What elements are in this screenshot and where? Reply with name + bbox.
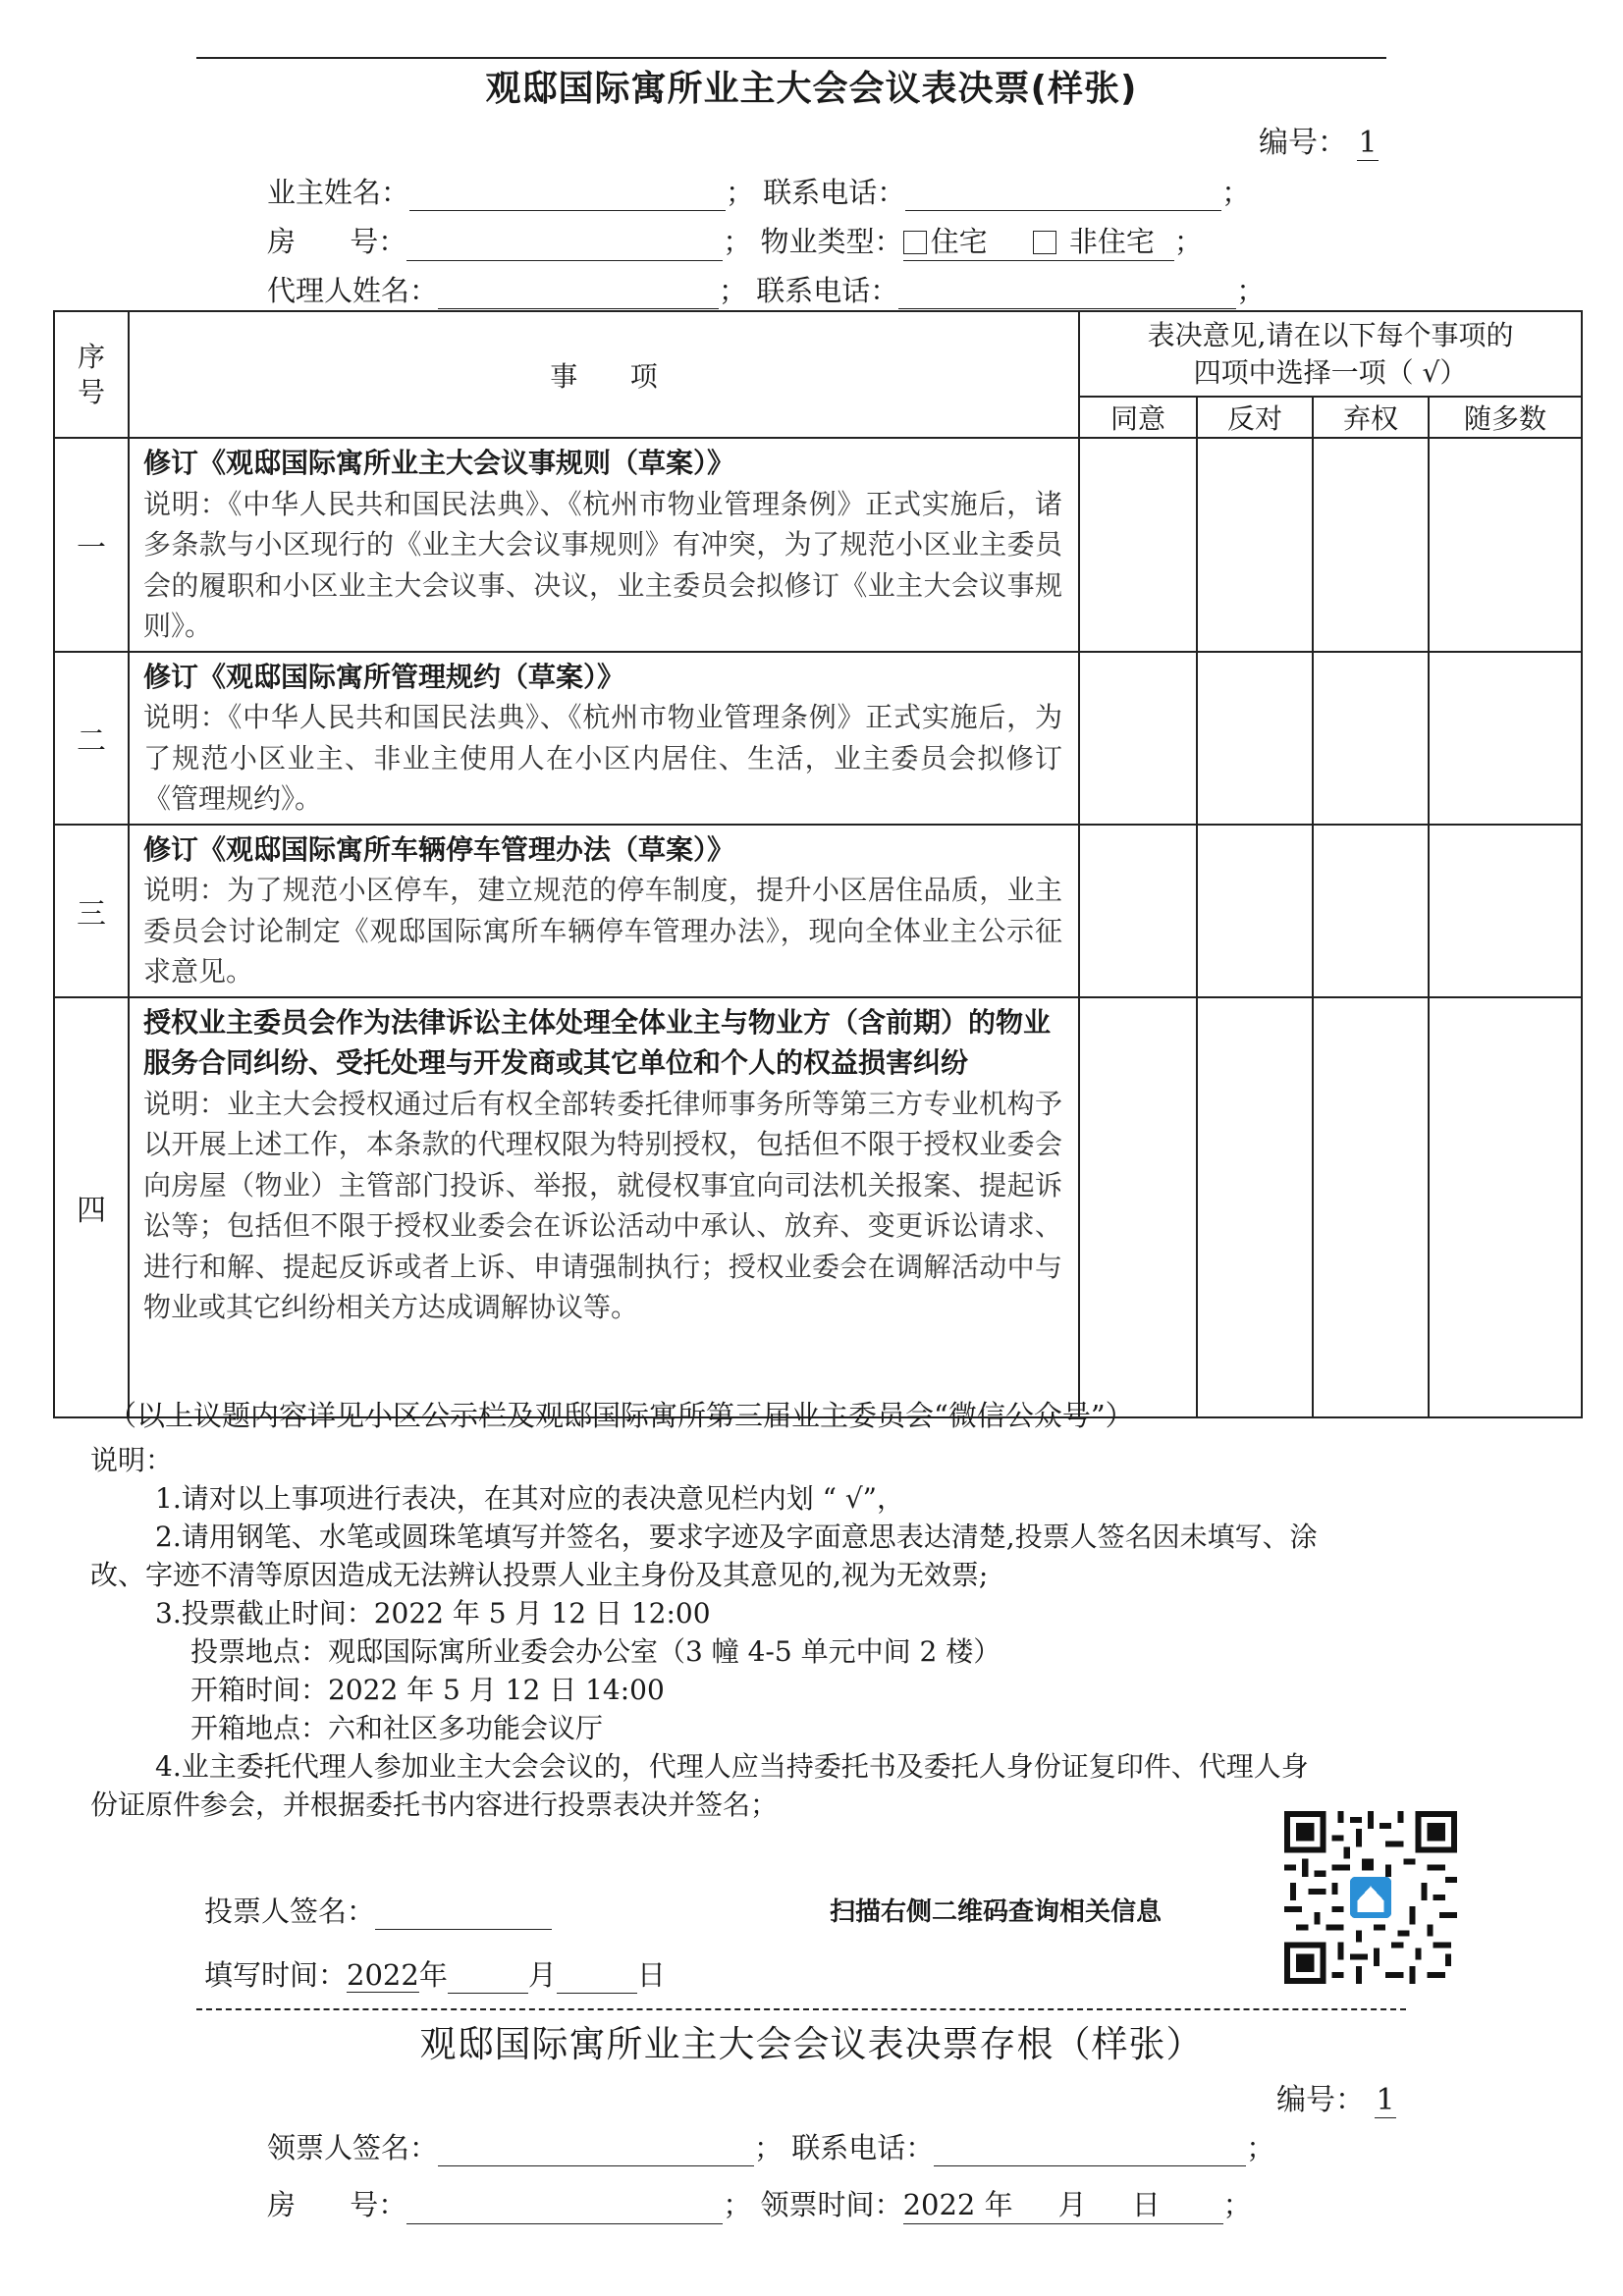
stub-serial-value: 1 [1376,2083,1395,2117]
agent-phone-field[interactable] [898,279,1236,309]
vote-cell-oppose[interactable] [1197,997,1313,1417]
receive-time-value[interactable]: 2022 年 月 日 [903,2183,1223,2224]
note-3: 3.投票截止时间：2022 年 5 月 12 日 12:00 [155,1597,711,1629]
receiver-sign-label: 领票人签名： [267,2131,439,2164]
property-type-label: 物业类型： [760,225,903,258]
note-4b: 份证原件参会，并根据委托书内容进行投票表决并签名； [90,1789,779,1821]
sep: ； [1222,2188,1252,2221]
stub-serial-number [1276,2075,1396,2118]
note-1: 1.请对以上事项进行表决，在其对应的表决意见栏内划 “ √”， [155,1482,904,1515]
vote-cell-abstain[interactable] [1313,438,1429,652]
vote-cell-abstain[interactable] [1313,997,1429,1417]
choice-oppose-header: 反对 [1197,397,1313,438]
fill-year-value[interactable]: 2022 [347,1958,419,1992]
vote-cell-majority[interactable] [1429,438,1582,652]
vote-cell-majority[interactable] [1429,997,1582,1417]
agent-name-label: 代理人姓名： [267,274,439,307]
qr-hint: 扫描右侧二维码查询相关信息 [830,1897,1163,1927]
agent-phone-label: 联系电话： [756,274,899,307]
note-3d: 开箱地点：六和社区多功能会议厅 [190,1712,604,1744]
item-description: 说明：业主大会授权通过后有权全部转委托律师事务所等第三方专业机构予以开展上述工作，本条款的代理权限为特别授权，包括但不限于授权业委会向房屋（物业）主管部门投诉、举报，就侵权事宜向司法机关报案、提起诉讼等；包括但不限于授权业委会在诉讼活动中承认、放弃、变更诉讼请求、进行和解、提起反诉或者上诉、申请强制执行；授权业委会在调解活动中与物业或其它纠纷相关方达成调解协议等。 [143,1087,1062,1323]
row-item [129,438,1079,652]
note-2b: 改、字迹不清等原因造成无法辨认投票人业主身份及其意见的,视为无效票; [90,1559,989,1591]
fill-time-row [204,1953,666,1994]
room-field[interactable] [406,231,723,261]
row-item [129,997,1079,1417]
row-item [129,825,1079,997]
vote-cell-agree[interactable] [1079,652,1197,825]
voter-sign-field[interactable] [375,1899,552,1930]
stub-room-field[interactable] [406,2194,723,2224]
owner-name-label: 业主姓名： [267,176,410,209]
item-description: 说明：《中华人民共和国民法典》、《杭州市物业管理条例》正式实施后，为了规范小区业主、非业主使用人在小区内居住、生活，业主委员会拟修订《管理规约》。 [143,701,1062,815]
qr-code-icon [1284,1811,1457,1984]
opinion-header [1079,311,1582,397]
row-seq: 一 [54,438,129,652]
stub-receiver-row [267,2126,1274,2166]
agent-name-field[interactable] [438,279,719,309]
footnote: （以上议题内容详见小区公示栏及观邸国际寓所第三届业主委员会“微信公众号”） [108,1399,1134,1432]
day-unit: 日 [636,1958,666,1992]
seq-header: 序号 [54,311,129,438]
receive-time-label: 领票时间： [760,2188,903,2221]
sep: ； [723,225,752,258]
vote-cell-majority[interactable] [1429,825,1582,997]
residential-checkbox[interactable] [903,231,927,254]
stub-phone-field[interactable] [934,2136,1246,2166]
choice-agree-header: 同意 [1079,397,1197,438]
sep: ； [1173,225,1203,258]
item-title: 授权业主委员会作为法律诉讼主体处理全体业主与物业方（含前期）的物业服务合同纠纷、受托处理与开发商或其它单位和个人的权益损害纠纷 [143,1005,1052,1079]
choice-abstain-header: 弃权 [1313,397,1429,438]
stub-title: 观邸国际寓所业主大会会议表决票存根（样张） [419,2023,1204,2065]
note-3b: 投票地点：观邸国际寓所业委会办公室（3 幢 4-5 单元中间 2 楼） [190,1635,1001,1668]
vote-cell-agree[interactable] [1079,438,1197,652]
note-4a: 4.业主委托代理人参加业主大会会议的，代理人应当持委托书及委托人身份证复印件、代理人身 [155,1750,1309,1783]
sep: ； [719,274,748,307]
voter-sign-label: 投票人签名： [204,1895,376,1928]
serial-number [1259,118,1379,161]
vote-cell-abstain[interactable] [1313,652,1429,825]
nonresidential-checkbox[interactable] [1033,231,1056,254]
vote-cell-agree[interactable] [1079,997,1197,1417]
table-row [54,997,1582,1417]
table-row [54,652,1582,825]
serial-value: 1 [1358,126,1378,160]
row-seq: 二 [54,652,129,825]
stub-serial-label: 编号： [1276,2083,1365,2117]
stub-cut-line [196,2008,1406,2010]
receiver-sign-field[interactable] [438,2136,754,2166]
item-title: 修订《观邸国际寓所业主大会议事规则（草案）》 [143,447,735,479]
opinion-header-line1: 表决意见,请在以下每个事项的 [1147,318,1514,351]
month-unit: 月 [527,1958,557,1992]
item-description: 说明：为了规范小区停车，建立规范的停车制度，提升小区居住品质，业主委员会讨论制定《观邸国际寓所车辆停车管理办法》，现向全体业主公示征求意见。 [143,874,1062,988]
room-row [267,220,1203,261]
choice-follow-majority-header: 随多数 [1429,397,1582,438]
agent-row [267,269,1265,309]
row-seq: 四 [54,997,129,1417]
notes-label: 说明： [90,1444,174,1476]
owner-name-field[interactable] [409,181,726,211]
note-2a: 2.请用钢笔、水笔或圆珠笔填写并签名，要求字迹及字面意思表达清楚,投票人签名因未填写、涂 [155,1521,1318,1553]
stub-room-label: 房 号： [267,2188,407,2221]
row-item [129,652,1079,825]
owner-phone-label: 联系电话： [763,176,906,209]
year-unit: 年 [418,1958,448,1992]
sep: ； [754,2131,784,2164]
voter-signature-row [204,1890,552,1930]
voting-table [53,310,1583,1418]
sep: ； [1221,176,1251,209]
opinion-header-line2: 四项中选择一项（ √） [1193,355,1468,389]
item-title: 修订《观邸国际寓所车辆停车管理办法（草案）》 [143,832,735,866]
top-rule [196,57,1386,59]
vote-cell-oppose[interactable] [1197,825,1313,997]
vote-cell-oppose[interactable] [1197,652,1313,825]
fill-day-field[interactable] [557,1963,637,1994]
vote-cell-abstain[interactable] [1313,825,1429,997]
item-description: 说明：《中华人民共和国民法典》、《杭州市物业管理条例》正式实施后，诸多条款与小区现行的《业主大会议事规则》有冲突，为了规范小区业主委员会的履职和小区业主大会议事、决议，业主委员会拟修订《业主大会议事规则》。 [143,487,1062,642]
fill-month-field[interactable] [448,1963,528,1994]
residential-label: 住宅 [930,225,988,258]
ballot-title: 观邸国际寓所业主大会会议表决票(样张) [485,69,1138,109]
stub-phone-label: 联系电话： [791,2131,935,2164]
note-3c: 开箱时间：2022 年 5 月 12 日 14:00 [190,1674,665,1706]
item-title: 修订《观邸国际寓所管理规约（草案）》 [143,660,625,693]
serial-label: 编号： [1259,126,1347,160]
fill-time-label: 填写时间： [204,1958,348,1992]
stub-room-row [267,2183,1252,2224]
sep: ； [1246,2131,1275,2164]
room-label: 房 号： [267,225,407,258]
vote-cell-oppose[interactable] [1197,438,1313,652]
table-row [54,825,1582,997]
nonresidential-label: 非住宅 [1068,225,1155,258]
sep: ； [726,176,755,209]
sep: ； [723,2188,752,2221]
owner-info-row [267,171,1250,211]
vote-cell-agree[interactable] [1079,825,1197,997]
item-header: 事 项 [129,311,1079,438]
table-row [54,438,1582,652]
row-seq: 三 [54,825,129,997]
sep: ； [1236,274,1266,307]
owner-phone-field[interactable] [905,181,1221,211]
vote-cell-majority[interactable] [1429,652,1582,825]
